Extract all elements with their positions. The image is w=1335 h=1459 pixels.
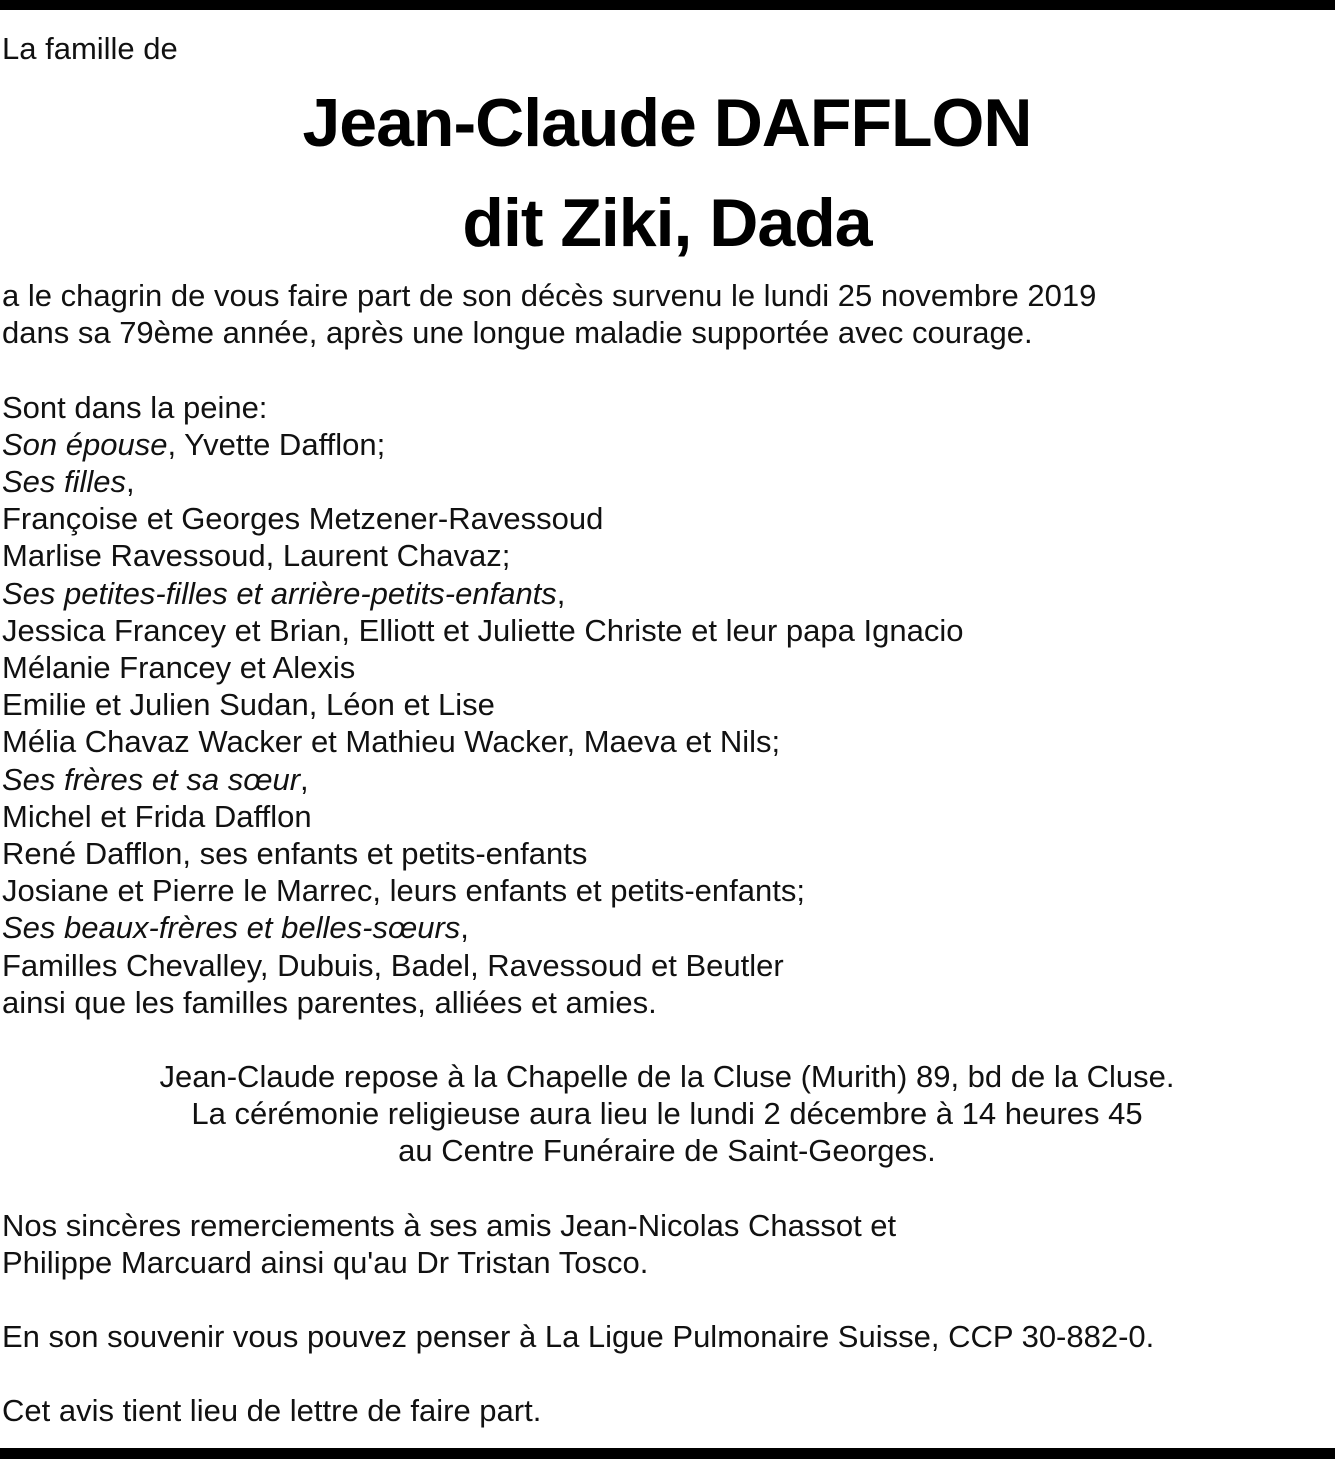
ceremony-line: au Centre Funéraire de Saint-Georges. [398,1133,936,1169]
mourners-heading: Sont dans la peine: [2,389,268,425]
ceremony-line: La cérémonie religieuse aura lieu le lundi 2 décembre à 14 heures 45 [191,1096,1143,1132]
spacer [2,1355,1332,1392]
mourner-group-grandchildren [2,575,1332,612]
group-suffix: , [126,464,135,500]
mourner-group-in-laws [2,909,1332,946]
spacer [2,1021,1332,1058]
mourner-name: Mélanie Francey et Alexis [2,650,356,686]
group-label: Son épouse [2,426,168,462]
mourner-name: Mélia Chavaz Wacker et Mathieu Wacker, Maeva et Nils; [2,724,781,760]
mourner-group-daughters [2,463,1332,500]
group-label: Ses beaux-frères et belles-sœurs [2,910,461,946]
group-suffix: , [556,575,566,611]
group-suffix: , [460,910,469,946]
memory-donation-text: En son souvenir vous pouvez penser à La Ligue Pulmonaire Suisse, CCP 30-882-0. [2,1319,1155,1355]
mourner-name: Marlise Ravessoud, Laurent Chavaz; [2,538,511,574]
group-label: Ses frères et sa sœur [2,761,301,797]
deceased-nickname: dit Ziki, Dada [462,185,872,262]
mourner-group-siblings [2,761,1332,798]
mourner-name: Familles Chevalley, Dubuis, Badel, Ravessoud et Beutler [2,947,784,983]
announcement-line: dans sa 79ème année, après une longue maladie supportée avec courage. [2,315,1033,351]
spacer [2,1281,1332,1318]
intro-text: La famille de [2,31,178,66]
group-suffix: , [300,761,309,797]
mourner-name: Jessica Francey et Brian, Elliott et Juliette Christe et leur papa Ignacio [2,612,964,648]
mourner-name: Michel et Frida Dafflon [2,798,312,834]
ceremony-line: Jean-Claude repose à la Chapelle de la Cluse (Murith) 89, bd de la Cluse. [159,1059,1175,1095]
mourner-name: ainsi que les familles parentes, alliées et amies. [2,984,657,1020]
mourner-name: René Dafflon, ses enfants et petits-enfants [2,836,588,872]
mourner-name: Josiane et Pierre le Marrec, leurs enfants et petits-enfants; [2,873,805,909]
deceased-name: Jean-Claude DAFFLON [302,85,1032,162]
thanks-line: Nos sincères remerciements à ses amis Jean-Nicolas Chassot et [2,1207,897,1243]
obituary-notice [2,30,1332,1429]
bottom-rule [0,1448,1335,1459]
group-label: Ses filles [2,464,127,500]
group-label: Ses petites-filles et arrière-petits-enfants [2,575,557,611]
mourner-group-spouse [2,426,1332,463]
spacer [2,1170,1332,1207]
group-suffix: , Yvette Dafflon; [167,426,386,462]
thanks-line: Philippe Marcuard ainsi qu'au Dr Tristan Tosco. [2,1244,649,1280]
mourner-name: Emilie et Julien Sudan, Léon et Lise [2,687,495,723]
announcement-line: a le chagrin de vous faire part de son décès survenu le lundi 25 novembre 2019 [2,278,1097,314]
spacer [2,352,1332,389]
top-rule [0,0,1335,10]
mourner-name: Françoise et Georges Metzener-Ravessoud [2,501,604,537]
closing-text: Cet avis tient lieu de lettre de faire part. [2,1393,542,1429]
